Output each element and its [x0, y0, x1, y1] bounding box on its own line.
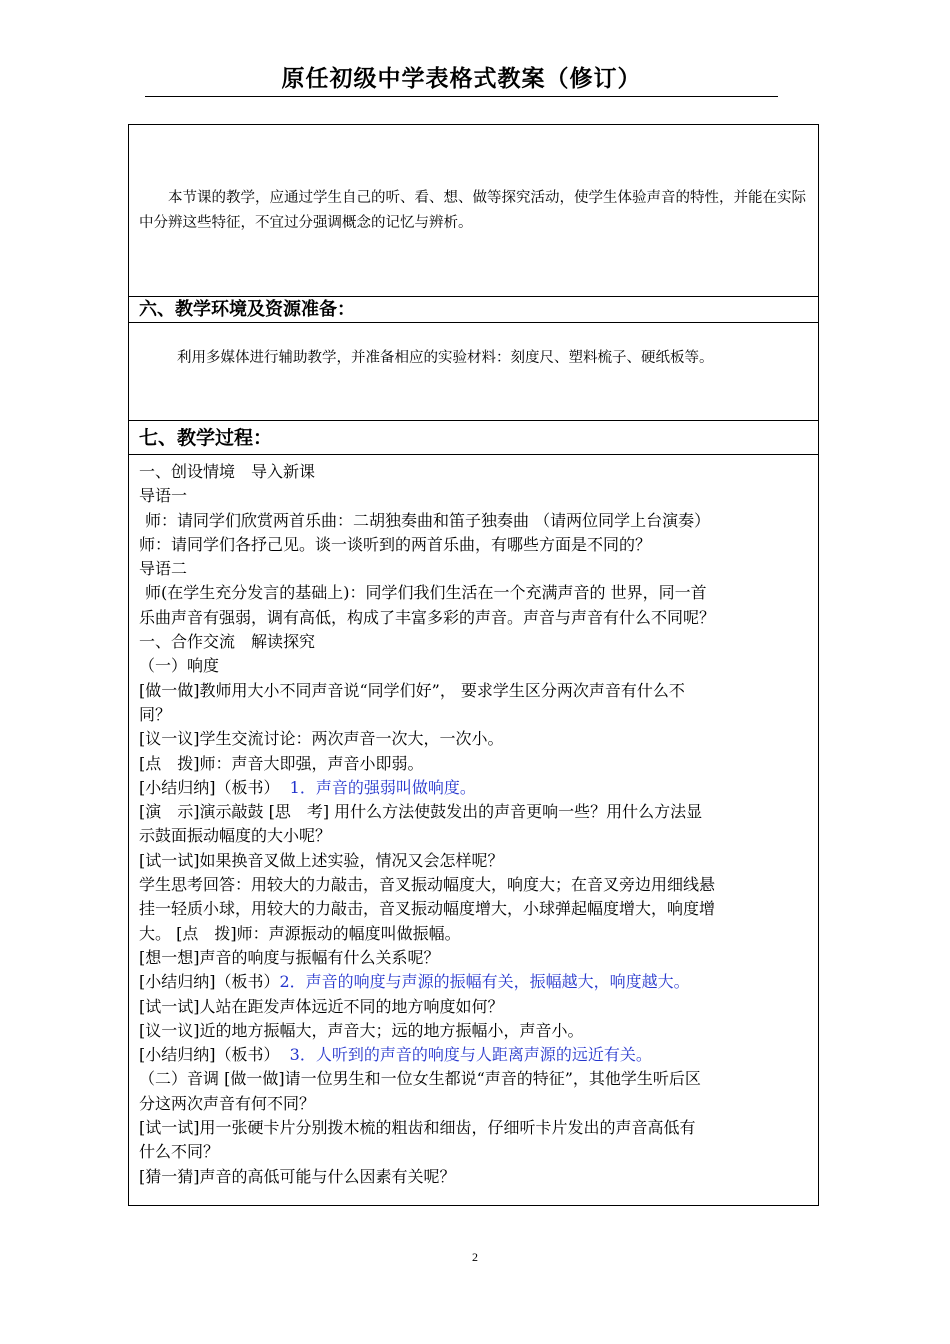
- process-line: [139, 776, 808, 800]
- process-line: （二）音调 [做一做]请一位男生和一位女生都说“声音的特征”，其他学生听后区: [139, 1069, 701, 1089]
- process-line: 一、创设情境 导入新课: [139, 462, 316, 481]
- teaching-note-cell: [129, 125, 818, 297]
- process-line: 导语二: [139, 559, 188, 579]
- process-line: [想一想]声音的响度与振幅有什么关系呢？: [139, 947, 440, 967]
- process-line: [139, 970, 808, 994]
- process-line: [议一议]学生交流讨论：两次声音一次大，一次小。: [139, 729, 504, 749]
- process-line: 学生思考回答：用较大的力敲击，音叉振动幅度大，响度大；在音叉旁边用细线悬: [139, 875, 716, 895]
- board-summary-distance: 3．人听到的声音的响度与人距离声源的远近有关。: [289, 1045, 652, 1065]
- section-6-heading: 六、教学环境及资源准备：: [129, 297, 818, 323]
- process-line: [139, 1043, 808, 1067]
- process-line: 大。 [点 拨]师：声源振动的幅度叫做振幅。: [139, 923, 461, 943]
- board-summary-loudness: 1．声音的强弱叫做响度。: [289, 777, 476, 797]
- process-line: 一、合作交流 解读探究: [139, 632, 316, 652]
- teaching-process-cell: [129, 456, 818, 1204]
- resources-cell: [129, 324, 818, 421]
- process-line: [议一议]近的地方振幅大，声音大；远的地方振幅小，声音小。: [139, 1020, 584, 1040]
- process-line: 师：请同学们欣赏两首乐曲：二胡独奏曲和笛子独奏曲 （请两位同学上台演奏）: [145, 510, 711, 530]
- process-line: [试一试]人站在距发声体远近不同的地方响度如何？: [139, 996, 504, 1016]
- process-line: 示鼓面振动幅度的大小呢？: [139, 826, 332, 846]
- process-line: 乐曲声音有强弱，调有高低，构成了丰富多彩的声音。声音与声音有什么不同呢？: [139, 607, 716, 627]
- process-line: 挂一轻质小球，用较大的力敲击，音叉振动幅度增大，小球弹起幅度增大，响度增: [139, 899, 716, 919]
- page-number: 2: [472, 1250, 478, 1264]
- process-line: （一）响度: [139, 656, 220, 676]
- section-7-heading: 七、教学过程：: [129, 421, 818, 455]
- process-line-text: [小结归纳]（板书）: [139, 777, 280, 797]
- page-title: 原任初级中学表格式教案（修订）: [145, 62, 778, 97]
- process-line: 师(在学生充分发言的基础上)：同学们我们生活在一个充满声音的 世界，同一首: [145, 583, 707, 603]
- lesson-plan-table: [128, 124, 819, 1206]
- process-line: 导语一: [139, 486, 188, 506]
- process-line: [试一试]用一张硬卡片分别拨木梳的粗齿和细齿，仔细听卡片发出的声音高低有: [139, 1118, 696, 1138]
- process-line: [做一做]教师用大小不同声音说“同学们好”， 要求学生区分两次声音有什么不: [139, 680, 685, 700]
- resources-text: 利用多媒体进行辅助教学，并准备相应的实验材料：刻度尺、塑料梳子、硬纸板等。: [177, 350, 714, 366]
- process-line: [演 示]演示敲鼓 [思 考] 用什么方法使鼓发出的声音更响一些？用什么方法显: [139, 802, 703, 822]
- process-line: [猜一猜]声音的高低可能与什么因素有关呢？: [139, 1166, 456, 1186]
- process-line: [试一试]如果换音叉做上述实验，情况又会怎样呢？: [139, 850, 504, 870]
- process-line: [点 拨]师：声音大即强，声音小即弱。: [139, 753, 424, 773]
- process-line: 什么不同？: [139, 1142, 220, 1162]
- process-line-text: [小结归纳]（板书）: [139, 972, 280, 992]
- process-line-text: [小结归纳]（板书）: [139, 1045, 280, 1065]
- process-line: 分这两次声音有何不同？: [139, 1093, 316, 1113]
- process-line: 师：请同学们各抒己见。谈一谈听到的两首乐曲，有哪些方面是不同的？: [139, 534, 652, 554]
- teaching-note-text: 本节课的教学，应通过学生自己的听、看、想、做等探究活动，使学生体验声音的特性，并能在实际中分辨这些特征，不宜过分强调概念的记忆与辨析。: [139, 190, 806, 231]
- process-line: 同？: [139, 704, 172, 724]
- board-summary-amplitude: 2．声音的响度与声源的振幅有关，振幅越大，响度越大。: [279, 972, 690, 992]
